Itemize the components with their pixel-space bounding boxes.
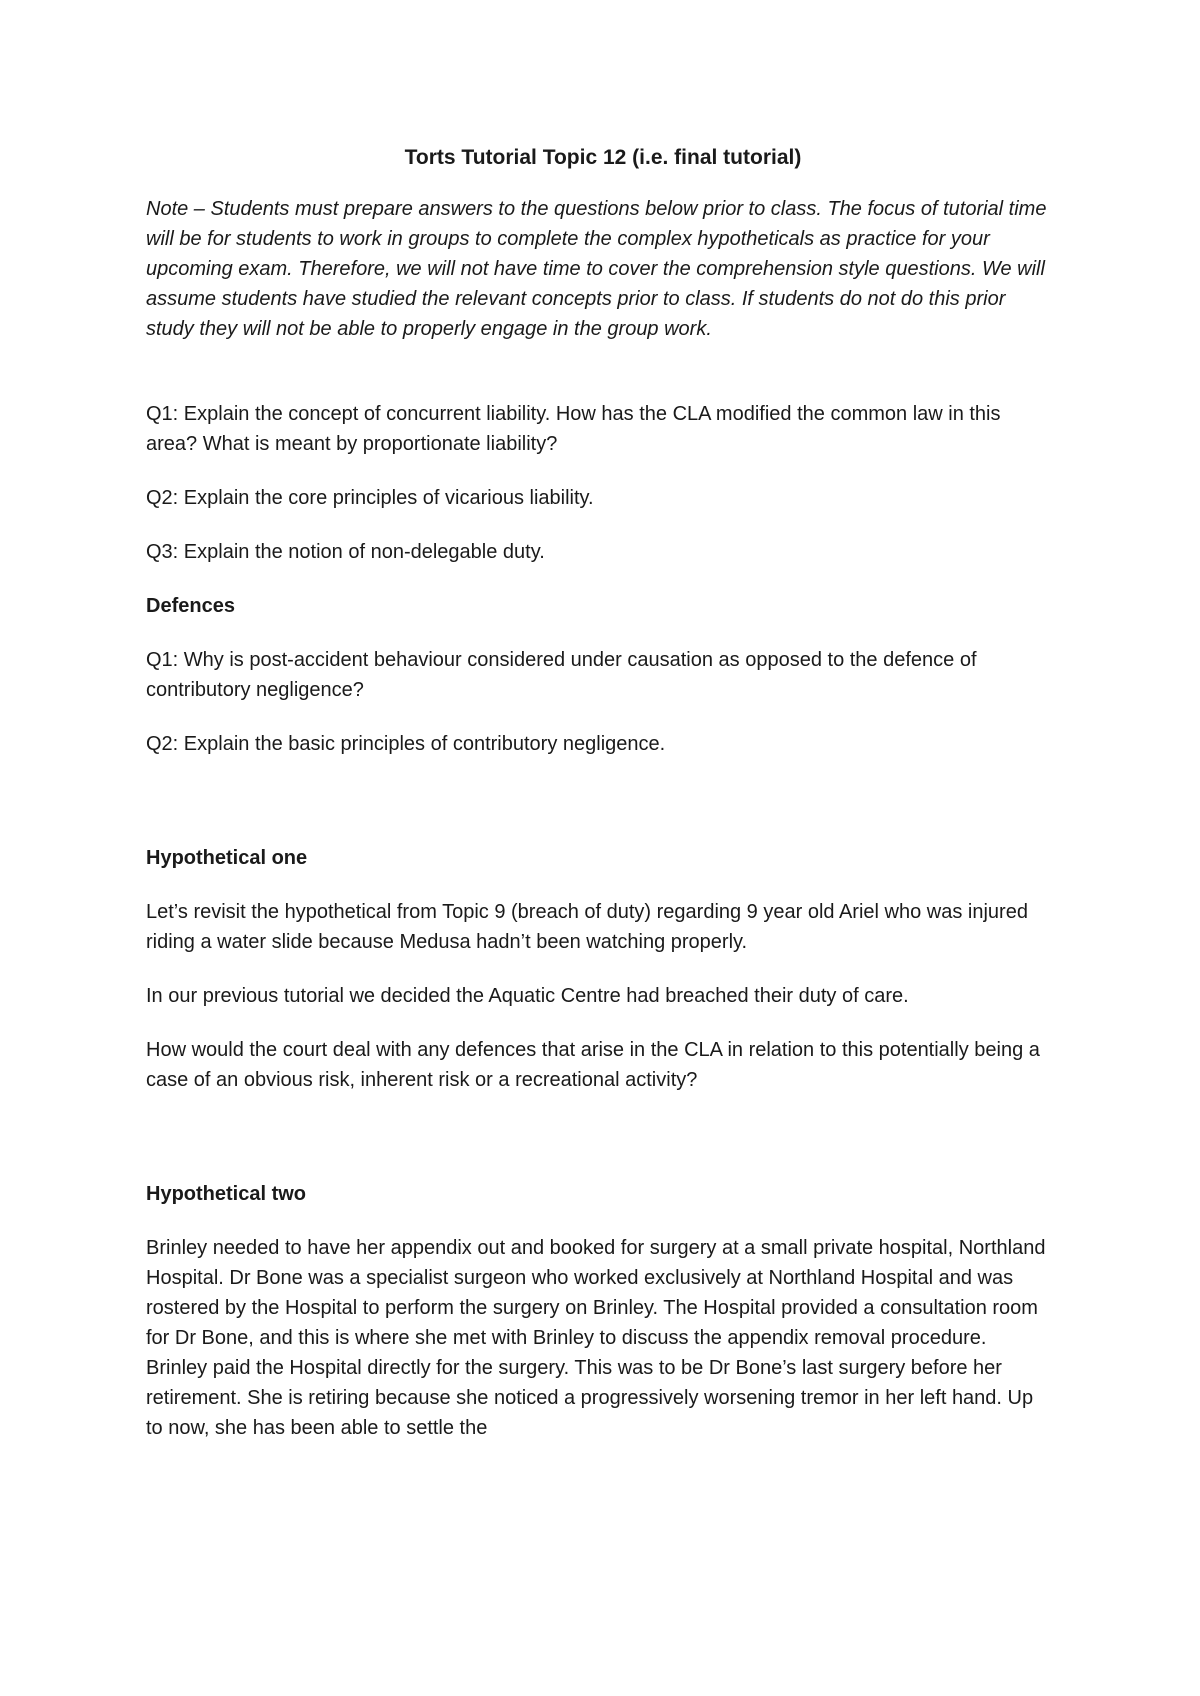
defences-heading: Defences (146, 595, 235, 617)
hypothetical-one-paragraph: In our previous tutorial we decided the Aquatic Centre had breached their duty of care. (146, 985, 909, 1007)
document-title: Torts Tutorial Topic 12 (i.e. final tutorial) (404, 146, 802, 169)
question-3: Q3: Explain the notion of non-delegable duty. (146, 541, 545, 563)
defences-question-2: Q2: Explain the basic principles of contributory negligence. (146, 733, 666, 755)
preparation-note: Note – Students must prepare answers to the questions below prior to class. The focus of tutorial time will be for students to work in groups to complete the complex hypotheticals as practice for your upcoming exam. Therefore, we will not have time to cover the comprehension style questions. We will assume students have studied the relevant concepts prior to class. If students do not do this prior study they will not be able to properly engage in the group work. (146, 198, 1047, 340)
hypothetical-one-heading: Hypothetical one (146, 847, 308, 869)
question-1: Q1: Explain the concept of concurrent liability. How has the CLA modified the common law in this area? What is meant by proportionate liability? (146, 403, 1001, 455)
question-2: Q2: Explain the core principles of vicarious liability. (146, 487, 594, 509)
hypothetical-two-heading: Hypothetical two (146, 1183, 307, 1205)
hypothetical-two-paragraph: Brinley needed to have her appendix out and booked for surgery at a small private hospital, Northland Hospital. Dr Bone was a specialist surgeon who worked exclusively at Northland Hospital and was rostered by the Hospital to perform the surgery on Brinley. The Hospital provided a consultation room for Dr Bone, and this is where she met with Brinley to discuss the appendix removal procedure. Brinley paid the Hospital directly for the surgery. This was to be Dr Bone’s last surgery before her retirement. She is retiring because she noticed a progressively worsening tremor in her left hand. Up to now, she has been able to settle the (146, 1237, 1046, 1439)
hypothetical-one-paragraph: Let’s revisit the hypothetical from Topic 9 (breach of duty) regarding 9 year old Ariel who was injured riding a water slide because Medusa hadn’t been watching properly. (146, 901, 1028, 953)
hypothetical-one-paragraph: How would the court deal with any defences that arise in the CLA in relation to this potentially being a case of an obvious risk, inherent risk or a recreational activity? (146, 1039, 1040, 1091)
defences-question-1: Q1: Why is post-accident behaviour considered under causation as opposed to the defence of contributory negligence? (146, 649, 977, 701)
